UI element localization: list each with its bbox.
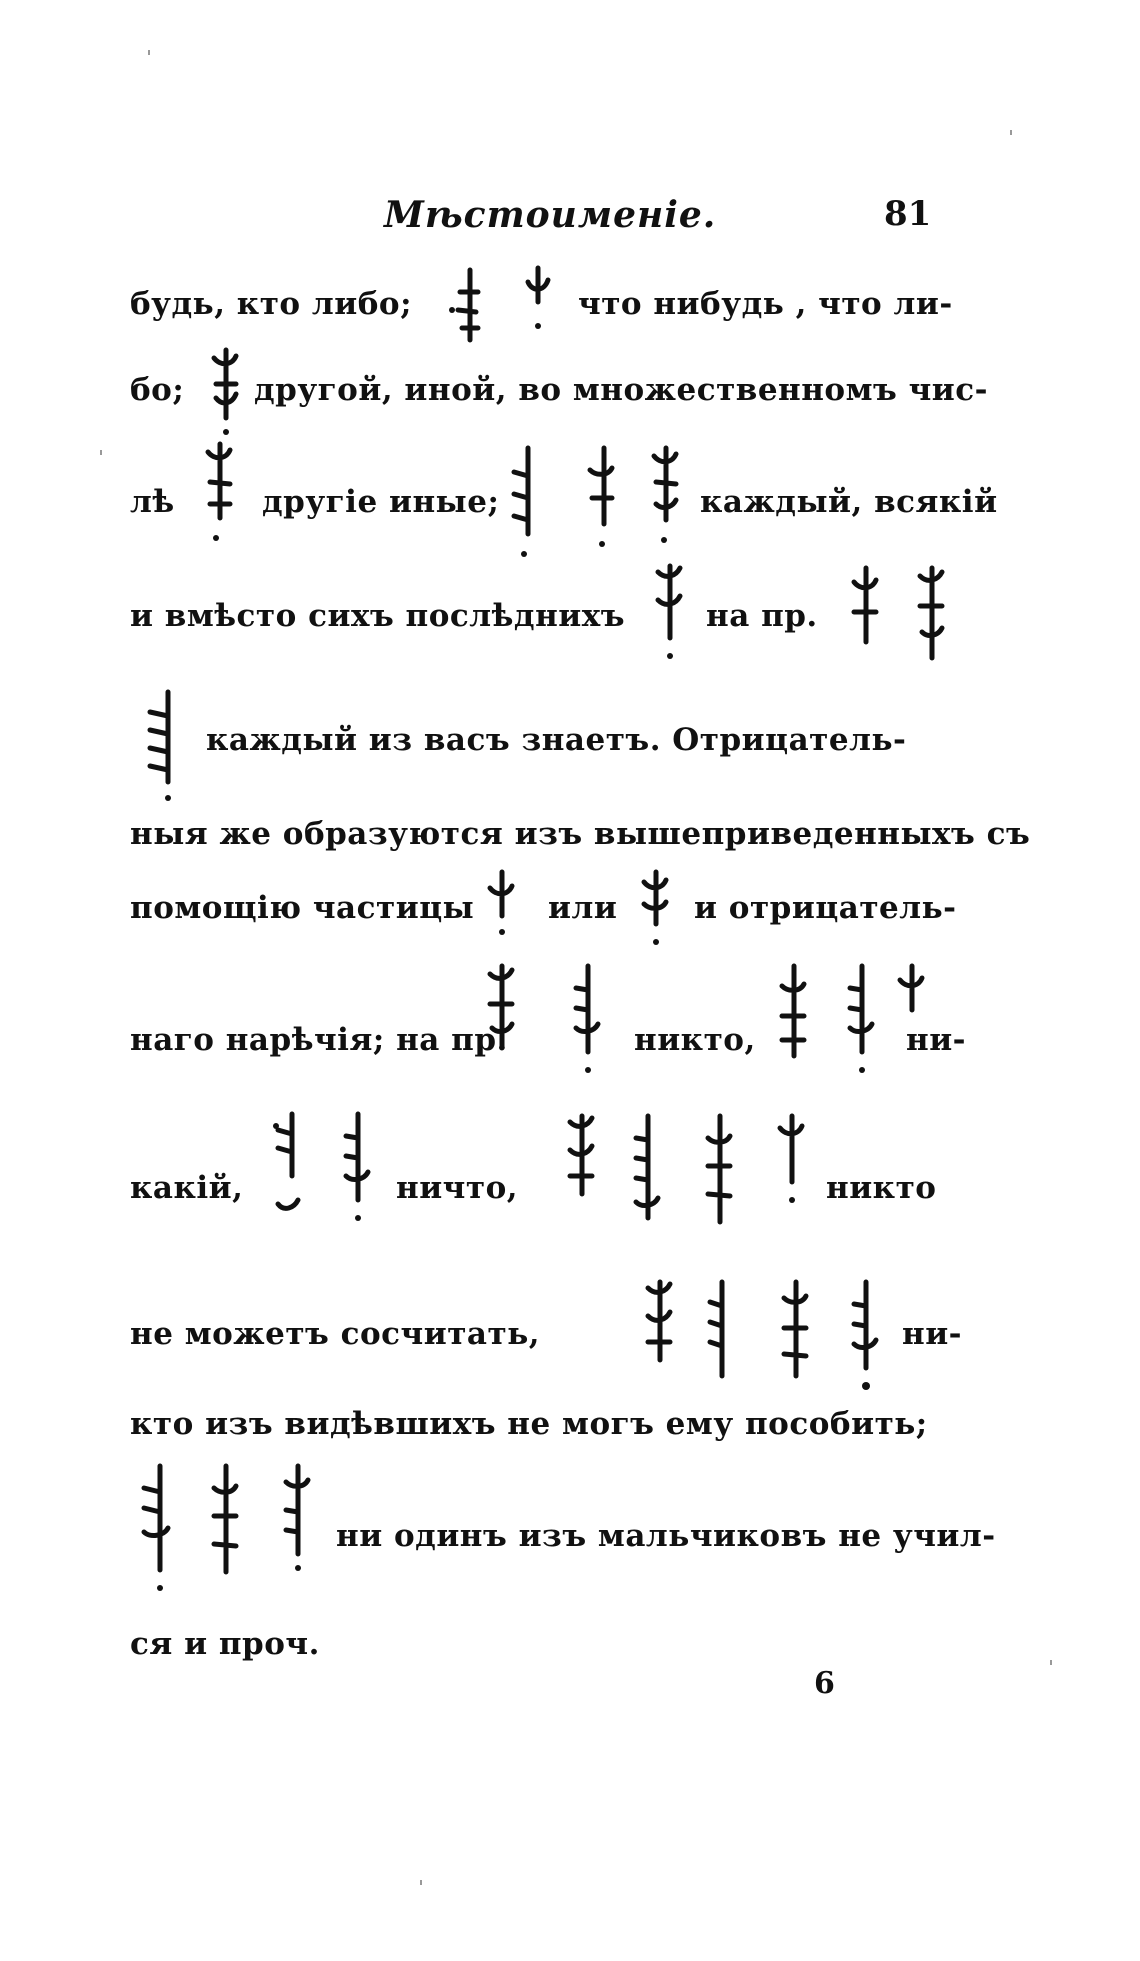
text-line-2b: другой, иной, во множественномъ чис- — [254, 372, 989, 408]
mongolian-word-7 — [646, 442, 686, 552]
text-line-9a: какій, — [130, 1170, 244, 1206]
mongolian-word-27 — [776, 1276, 816, 1396]
text-line-10b: ни- — [902, 1316, 963, 1352]
text-line-3b: другіе иные; — [262, 484, 500, 520]
text-line-9c: никто — [826, 1170, 937, 1206]
speck — [100, 450, 102, 455]
mongolian-word-11 — [140, 686, 190, 806]
mongolian-word-2 — [520, 262, 560, 342]
mongolian-word-6 — [582, 442, 622, 552]
mongolian-word-5 — [504, 442, 544, 562]
text-line-3c: каждый, всякій — [700, 484, 998, 520]
mongolian-word-19 — [268, 1108, 308, 1238]
mongolian-word-21 — [562, 1110, 602, 1220]
text-line-8b: никто, — [634, 1022, 756, 1058]
mongolian-word-20 — [338, 1108, 378, 1228]
mongolian-word-31 — [278, 1460, 318, 1580]
text-line-7a: помощію частицы — [130, 890, 475, 926]
mongolian-word-25 — [640, 1276, 680, 1386]
mongolian-word-29 — [134, 1460, 184, 1600]
mongolian-word-9 — [846, 562, 886, 662]
text-line-8c: ни- — [906, 1022, 967, 1058]
mongolian-word-24 — [772, 1110, 812, 1220]
text-line-12: ни одинъ изъ мальчиковъ не учил- — [336, 1518, 996, 1554]
text-line-7c: и отрицатель- — [694, 890, 957, 926]
page-number: 81 — [884, 194, 932, 234]
mongolian-word-23 — [700, 1110, 740, 1250]
mongolian-word-10 — [912, 562, 952, 682]
mongolian-word-8 — [650, 560, 690, 670]
text-line-3a: лѣ — [130, 484, 175, 520]
text-line-1a: будь, кто либо; — [130, 286, 413, 322]
text-line-11: кто изъ видѣвшихъ не могъ ему пособить; — [130, 1406, 928, 1442]
mongolian-word-12 — [482, 866, 522, 946]
mongolian-word-26 — [702, 1276, 742, 1396]
mongolian-word-15 — [568, 960, 608, 1080]
text-line-2a: бо; — [130, 372, 185, 408]
text-line-6: ныя же образуются изъ вышеприведенныхъ съ — [130, 816, 1031, 852]
text-line-10a: не можетъ сосчитать, — [130, 1316, 541, 1352]
text-line-1b: что нибудь , что ли- — [578, 286, 953, 322]
speck — [420, 1880, 422, 1885]
signature-mark: 6 — [814, 1666, 835, 1701]
text-line-4b: на пр. — [706, 598, 818, 634]
mongolian-word-4 — [200, 438, 240, 548]
text-line-7b: или — [548, 890, 618, 926]
mongolian-word-17 — [842, 960, 882, 1080]
mongolian-word-16 — [774, 960, 814, 1080]
text-line-4a: и вмѣсто сихъ послѣднихъ — [130, 598, 626, 634]
page-title: Мѣстоименіе. — [384, 194, 717, 236]
mongolian-word-13 — [636, 866, 676, 956]
text-line-5: каждый из васъ знаетъ. Отрицатель- — [206, 722, 907, 758]
mongolian-word-1 — [448, 262, 498, 352]
text-line-8a: наго нарѣчія; на пр. — [130, 1022, 508, 1058]
speck — [1010, 130, 1012, 135]
text-line-13: ся и проч. — [130, 1626, 320, 1662]
mongolian-word-14 — [482, 960, 522, 1070]
speck — [1050, 1660, 1052, 1665]
mongolian-word-30 — [206, 1460, 246, 1600]
mongolian-word-22 — [628, 1110, 668, 1250]
text-line-9b: ничто, — [396, 1170, 519, 1206]
mongolian-word-3 — [206, 344, 246, 444]
speck — [148, 50, 150, 55]
mongolian-word-28 — [846, 1276, 886, 1396]
